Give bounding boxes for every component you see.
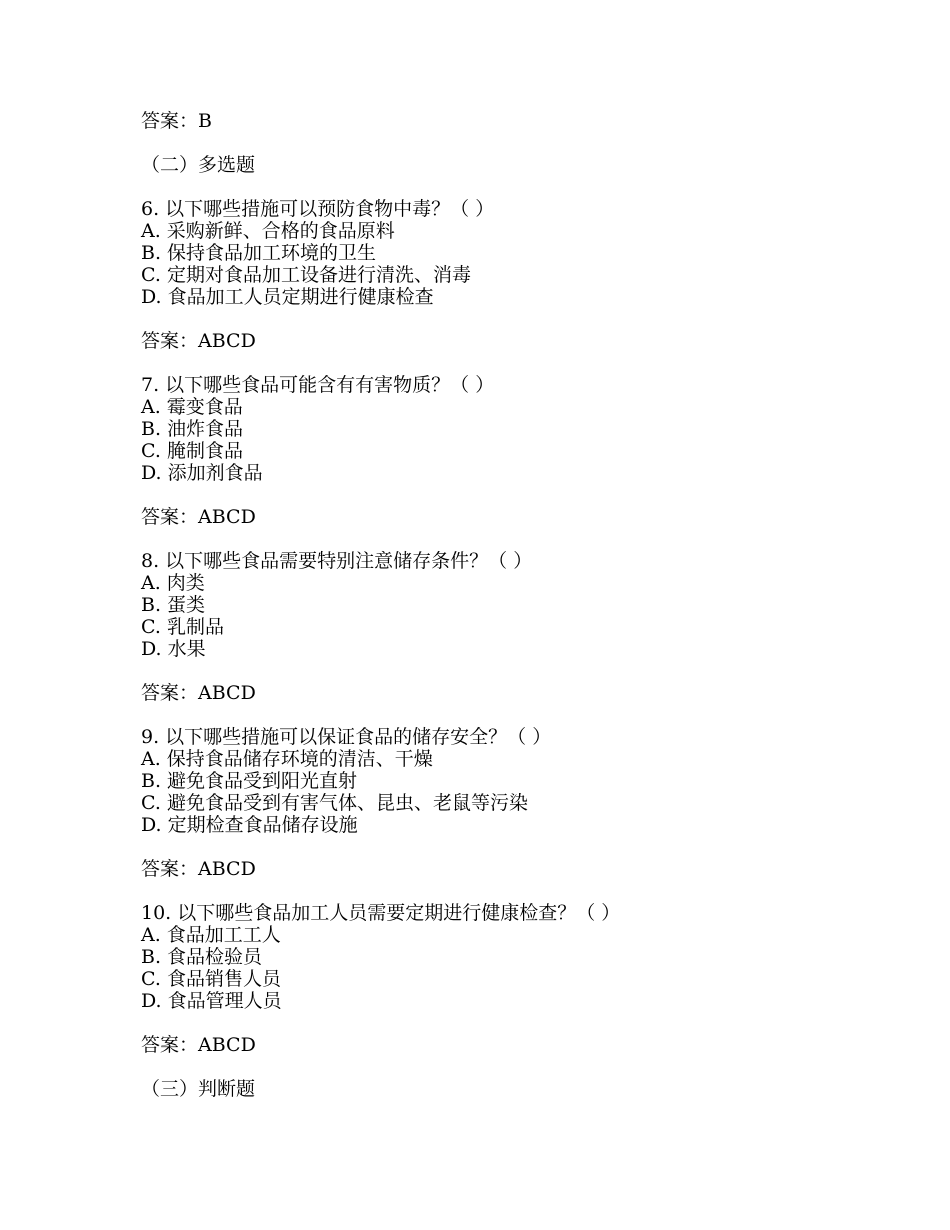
question-stem: 9. 以下哪些措施可以保证食品的储存安全？（ ）	[141, 726, 552, 748]
option-a: A. 保持食品储存环境的清洁、干燥	[141, 748, 433, 770]
question-10	[141, 902, 901, 1012]
answer-q9: 答案：ABCD	[141, 858, 256, 880]
section-heading-multiple-choice: （二）多选题	[141, 154, 256, 176]
answer-q8: 答案：ABCD	[141, 682, 256, 704]
spacer	[141, 660, 901, 682]
spacer	[141, 1056, 901, 1078]
option-a: A. 肉类	[141, 572, 205, 594]
option-c: C. 食品销售人员	[141, 968, 281, 990]
question-7	[141, 374, 901, 484]
answer-q5: 答案：B	[141, 110, 212, 132]
question-stem: 6. 以下哪些措施可以预防食物中毒？（ ）	[141, 198, 495, 220]
option-d: D. 水果	[141, 638, 206, 660]
option-d: D. 添加剂食品	[141, 462, 263, 484]
option-d: D. 定期检查食品储存设施	[141, 814, 358, 836]
option-a: A. 食品加工工人	[141, 924, 281, 946]
question-stem: 7. 以下哪些食品可能含有有害物质？（ ）	[141, 374, 495, 396]
option-c: C. 定期对食品加工设备进行清洗、消毒	[141, 264, 471, 286]
spacer	[141, 1012, 901, 1034]
spacer	[141, 176, 901, 198]
option-b: B. 蛋类	[141, 594, 206, 616]
option-c: C. 避免食品受到有害气体、昆虫、老鼠等污染	[141, 792, 528, 814]
option-b: B. 保持食品加工环境的卫生	[141, 242, 377, 264]
answer-q7: 答案：ABCD	[141, 506, 256, 528]
option-b: B. 油炸食品	[141, 418, 244, 440]
option-d: D. 食品管理人员	[141, 990, 282, 1012]
option-d: D. 食品加工人员定期进行健康检查	[141, 286, 434, 308]
option-a: A. 霉变食品	[141, 396, 243, 418]
question-stem: 10. 以下哪些食品加工人员需要定期进行健康检查？（ ）	[141, 902, 621, 924]
document-page	[141, 110, 901, 1100]
spacer	[141, 880, 901, 902]
option-c: C. 乳制品	[141, 616, 224, 638]
answer-q6: 答案：ABCD	[141, 330, 256, 352]
spacer	[141, 528, 901, 550]
question-9	[141, 726, 901, 836]
option-a: A. 采购新鲜、合格的食品原料	[141, 220, 395, 242]
option-b: B. 食品检验员	[141, 946, 263, 968]
section-heading-true-false: （三）判断题	[141, 1078, 256, 1100]
option-c: C. 腌制食品	[141, 440, 243, 462]
spacer	[141, 484, 901, 506]
spacer	[141, 704, 901, 726]
question-stem: 8. 以下哪些食品需要特别注意储存条件？（ ）	[141, 550, 533, 572]
spacer	[141, 836, 901, 858]
answer-q10: 答案：ABCD	[141, 1034, 256, 1056]
option-b: B. 避免食品受到阳光直射	[141, 770, 358, 792]
question-8	[141, 550, 901, 660]
spacer	[141, 352, 901, 374]
spacer	[141, 308, 901, 330]
question-6	[141, 198, 901, 308]
spacer	[141, 132, 901, 154]
